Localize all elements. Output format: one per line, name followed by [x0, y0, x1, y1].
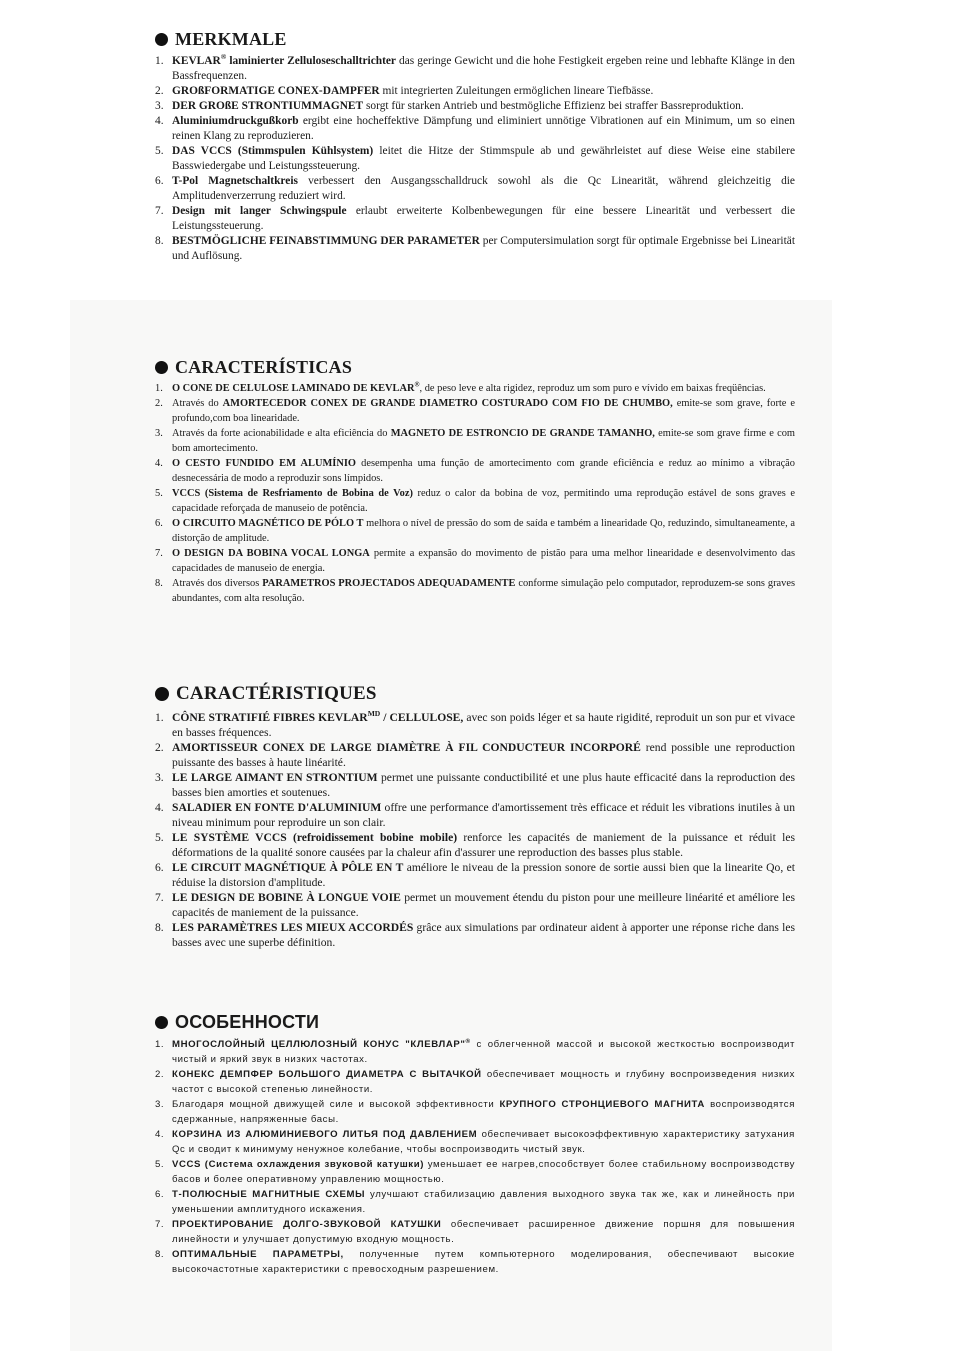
section-german [155, 28, 795, 264]
item-bold-text: O CONE DE CELULOSE LAMINADO DE KEVLAR® [172, 381, 420, 394]
item-text [172, 1247, 795, 1277]
item-body-text: das geringe Gewicht und die hohe Festigkeit ergeben reine und lebhafte Klänge in den Bassfrequenzen. [172, 55, 796, 82]
item-text [172, 800, 795, 830]
item-number: 6. [155, 1189, 165, 1200]
section-title: CARACTÉRISTIQUES [176, 683, 377, 704]
item-number: 2. [155, 1069, 165, 1080]
item-text [172, 381, 795, 396]
feature-item [155, 99, 795, 114]
item-bold-text: DAS VCCS (Stimmspulen Kühlsystem) [172, 145, 374, 157]
item-bold-text: МНОГОСЛОЙНЫЙ ЦЕЛЛЮЛОЗНЫЙ КОНУС "КЛЕВЛАР"® [172, 1037, 471, 1050]
bullet-icon [155, 361, 168, 374]
section-title: ОСОБЕННОСТИ [175, 1011, 320, 1032]
section-title: CARACTERÍSTICAS [175, 356, 353, 377]
feature-item [155, 710, 795, 740]
feature-item [155, 114, 795, 144]
item-body-text: avec son poids léger et sa haute rigidité, reproduit un son pur et vivace en basses fréquences. [172, 711, 796, 739]
item-number: 7. [155, 1219, 165, 1230]
item-body-text: mit integrierten Zuleitungen ermöglichen lineare Tiefbässe. [379, 85, 654, 97]
item-number: 1. [155, 711, 164, 724]
item-body-text: erlaubt erweiterte Kolbenbewegungen für eine bessere Linearität und verbessert die Leistungssteuerung. [172, 205, 796, 232]
item-number: 8. [155, 1249, 165, 1260]
feature-item [155, 576, 795, 606]
item-body-text: воспроизводятся сдержанные, напряженные басы. [172, 1099, 795, 1125]
feature-item [155, 1247, 795, 1277]
item-number: 6. [155, 175, 164, 187]
section-french [155, 682, 795, 950]
item-text [172, 1187, 795, 1217]
feature-list [155, 381, 795, 606]
item-text [172, 576, 795, 606]
item-number: 4. [155, 115, 164, 127]
item-bold-text: BESTMÖGLICHE FEINABSTIMMUNG DER PARAMETER [172, 235, 480, 247]
item-text [172, 486, 795, 516]
feature-item [155, 54, 795, 84]
item-number: 2. [155, 741, 164, 754]
item-lead-text: Através do [172, 398, 223, 409]
item-bold-text: T-Pol Magnetschaltkreis [172, 175, 298, 187]
item-bold-text: KEVLAR® laminierter Zelluloseschalltrichter [172, 52, 396, 67]
item-number: 8. [155, 235, 164, 247]
bullet-icon [155, 687, 169, 701]
item-text [172, 830, 795, 860]
item-number: 3. [155, 100, 164, 112]
feature-list [155, 54, 795, 264]
item-body-text: verbessert den Ausgangsschalldruck sowohl als die Qc Linearität, während gleichzeitig die Amplitudenverzerrung reduziert wird. [172, 175, 795, 202]
item-body-text: desempenha uma função de amortecimento com grande eficiência e reduz ao mínimo a vibração desnecessária de modo a reproduzir sons límpidos. [172, 458, 795, 484]
item-text [172, 204, 795, 234]
item-bold-text: VCCS (Система охлаждения звуковой катушки) [172, 1159, 425, 1170]
item-bold-text: AMORTISSEUR CONEX DE LARGE DIAMÈTRE À FIL CONDUCTEUR INCORPORÉ [172, 741, 641, 754]
item-text [172, 1217, 795, 1247]
item-bold-text: O DESIGN DA BOBINA VOCAL LONGA [172, 548, 370, 559]
item-number: 2. [155, 398, 163, 409]
section-russian [155, 1011, 795, 1277]
item-body-text: emite-se som grave firme e com bom amortecimento. [172, 428, 795, 454]
feature-item [155, 1217, 795, 1247]
feature-item [155, 800, 795, 830]
item-body-text: offre une performance d'amortissement très efficace et réduit les vibrations inutiles à un niveau minimum pour reproduire un son clair. [172, 801, 796, 829]
feature-item [155, 486, 795, 516]
feature-item [155, 830, 795, 860]
item-number: 5. [155, 831, 164, 844]
item-text [172, 860, 795, 890]
item-body-text: leitet die Hitze der Stimmspule ab und gewährleistet auf diese Weise eine stabilere Basswiedergabe und Leistungssteuerung. [172, 145, 795, 172]
item-body-text: уменьшает ее нагрев,способствует более стабильному воспроизводству басов и более оперативному управлению мощностью. [172, 1159, 795, 1185]
item-bold-text: PARAMETROS PROJECTADOS ADEQUADAMENTE [262, 578, 516, 589]
item-text [172, 396, 795, 426]
item-bold-text: MAGNETO DE ESTRONCIO DE GRANDE TAMANHO, [390, 428, 655, 439]
item-number: 6. [155, 518, 163, 529]
item-lead-text: Благодаря мощной движущей силе и высокой эффективности [172, 1099, 500, 1110]
item-body-text: emite-se som grave, forte e profundo,com boa linearidade. [172, 398, 795, 424]
feature-item [155, 770, 795, 800]
section-heading [155, 682, 795, 706]
item-body-text: sorgt für starken Antrieb und bestmögliche Effizienz bei straffer Bassreproduktion. [363, 100, 744, 112]
item-body-text: reduz o calor da bobina de voz, permitindo uma reprodução estável de sons graves e capacidade reforçada de manuseio de potência. [172, 488, 795, 514]
item-bold-text: LE DESIGN DE BOBINE À LONGUE VOIE [172, 891, 401, 904]
section-portuguese [155, 356, 795, 606]
item-number: 4. [155, 458, 163, 469]
item-body-text: полученные путем компьютерного моделирования, обеспечивают высокие высокочастотные характеристики с превосходным разрешением. [172, 1249, 795, 1275]
item-text [172, 174, 795, 204]
item-bold-text: O CIRCUITO MAGNÉTICO DE PÓLO T [172, 518, 364, 529]
feature-item [155, 204, 795, 234]
item-number: 3. [155, 428, 163, 439]
item-number: 1. [155, 1039, 165, 1050]
item-bold-text: SALADIER EN FONTE D'ALUMINIUM [172, 801, 382, 814]
feature-item [155, 381, 795, 396]
item-body-text: grâce aux simulations par ordinateur aident à apporter une réponse riche dans les basses avec une superbe définition. [172, 921, 795, 949]
item-text [172, 1157, 795, 1187]
feature-item [155, 144, 795, 174]
item-text [172, 234, 795, 264]
item-bold-text: VCCS (Sistema de Resfriamento de Bobina de Voz) [172, 488, 413, 499]
item-text [172, 890, 795, 920]
item-text [172, 710, 795, 740]
item-bold-text: Т-ПОЛЮСНЫЕ МАГНИТНЫЕ СХЕМЫ [172, 1189, 366, 1200]
item-number: 3. [155, 771, 164, 784]
item-bold-text: LE LARGE AIMANT EN STRONTIUM [172, 771, 378, 784]
item-number: 2. [155, 85, 164, 97]
item-body-text: ergibt eine hocheffektive Dämpfung und eliminiert unnötige Vibrationen auf ein Minimum, um so einen reinen Klang zu reproduzieren. [172, 115, 795, 142]
feature-item [155, 1037, 795, 1067]
item-body-text: permite a expansão do movimento de pistão para uma melhor linearidade e desenvolvimento das capacidades de manuseio de energia. [172, 548, 795, 574]
item-lead-text: Através da forte acionabilidade e alta eficiência do [172, 428, 391, 439]
feature-item [155, 516, 795, 546]
section-heading [155, 1011, 795, 1033]
feature-item [155, 426, 795, 456]
item-bold-text: Design mit langer Schwingspule [172, 205, 347, 217]
item-number: 5. [155, 1159, 165, 1170]
item-bold-text: DER GROßE STRONTIUMMAGNET [172, 100, 364, 112]
item-number: 4. [155, 801, 164, 814]
item-text [172, 84, 795, 99]
item-bold-text: КОНЕКС ДЕМПФЕР БОЛЬШОГО ДИАМЕТРА С ВЫТАЧКОЙ [172, 1069, 482, 1080]
item-bold-text: КРУПНОГО СТРОНЦИЕВОГО МАГНИТА [499, 1099, 705, 1110]
item-lead-text: Através dos diversos [172, 578, 263, 589]
item-body-text: с облегченной массой и высокой жесткостью воспроизводит чистый и яркий звук в низких частотах. [172, 1039, 795, 1065]
item-bold-text: O CESTO FUNDIDO EM ALUMÍNIO [172, 458, 356, 469]
item-text [172, 740, 795, 770]
feature-item [155, 740, 795, 770]
item-bold-text: LE SYSTÈME VCCS (refroidissement bobine mobile) [172, 831, 458, 844]
section-heading [155, 28, 795, 50]
item-body-text: , de peso leve e alta rigidez, reproduz um som puro e vívido em baixas freqüências. [419, 383, 766, 394]
item-body-text: melhora o nível de pressão do som de saída e também a linearidade Qo, reduzindo, simultaneamente, a distorção de amplitude. [172, 518, 795, 544]
item-number: 7. [155, 205, 164, 217]
feature-item [155, 546, 795, 576]
item-bold-text: AMORTECEDOR CONEX DE GRANDE DIAMETRO COSTURADO COM FIO DE CHUMBO, [222, 398, 673, 409]
item-text [172, 1067, 795, 1097]
item-number: 1. [155, 383, 163, 394]
bullet-icon [155, 33, 168, 46]
item-text [172, 546, 795, 576]
item-number: 7. [155, 548, 163, 559]
item-text [172, 920, 795, 950]
feature-item [155, 890, 795, 920]
item-text [172, 99, 795, 114]
item-text [172, 456, 795, 486]
item-bold-text: CÔNE STRATIFIÉ FIBRES $KEVLAR^{MD}$ / CELLULOSE, [172, 709, 464, 724]
item-bold-text: LES PARAMÈTRES LES MIEUX ACCORDÉS [172, 921, 414, 934]
item-body-text: renforce les capacités de maniement de la puissance et réduit les déformations de la qualité sonore causées par la chaleur afin d'assurer une reproduction des basses plus stable. [172, 831, 796, 859]
feature-item [155, 1067, 795, 1097]
item-text [172, 770, 795, 800]
item-body-text: améliore le niveau de la pression sonore de sortie aussi bien que la linearite Qo, et réduise la distorsion d'amplitude. [172, 861, 795, 889]
feature-item [155, 234, 795, 264]
item-body-text: rend possible une reproduction puissante des basses à haute linéarité. [172, 741, 795, 769]
item-body-text: обеспечивает расширенное движение поршня для повышения линейности и улучшает допустимую входную мощность. [172, 1219, 795, 1245]
feature-list [155, 710, 795, 950]
feature-item [155, 1187, 795, 1217]
feature-item [155, 860, 795, 890]
item-body-text: conforme simulação pelo computador, reproduzem-se sons graves abundantes, com alta resolução. [172, 578, 796, 604]
item-number: 3. [155, 1099, 165, 1110]
item-bold-text: ПРОЕКТИРОВАНИЕ ДОЛГО-ЗВУКОВОЙ КАТУШКИ [172, 1219, 442, 1230]
item-number: 5. [155, 488, 163, 499]
item-body-text: per Computersimulation sorgt für optimale Ergebnisse bei Linearität und Auflösung. [172, 235, 795, 262]
item-bold-text: LE CIRCUIT MAGNÉTIQUE À PÔLE EN T [172, 861, 404, 874]
item-text [172, 144, 795, 174]
item-bold-text: ОПТИМАЛЬНЫЕ ПАРАМЕТРЫ, [172, 1249, 344, 1260]
item-bold-text: Aluminiumdruckgußkorb [172, 115, 299, 127]
item-body-text: обеспечивает высокоэффективную характеристику затухания Qc и сводит к минимуму ненужное колебание, чтобы воспроизводить чистый звук. [172, 1129, 795, 1155]
item-number: 8. [155, 578, 163, 589]
feature-item [155, 1097, 795, 1127]
item-text [172, 1097, 795, 1127]
item-number: 8. [155, 921, 164, 934]
item-bold-text: GROßFORMATIGE CONEX-DAMPFER [172, 85, 380, 97]
feature-item [155, 1157, 795, 1187]
item-bold-text: КОРЗИНА ИЗ АЛЮМИНИЕВОГО ЛИТЬЯ ПОД ДАВЛЕНИЕМ [172, 1129, 478, 1140]
section-heading [155, 356, 795, 378]
item-text [172, 54, 795, 84]
item-number: 4. [155, 1129, 165, 1140]
item-number: 5. [155, 145, 164, 157]
section-title: MERKMALE [175, 28, 287, 49]
item-number: 6. [155, 861, 164, 874]
bullet-icon [155, 1016, 168, 1029]
item-number: 1. [155, 55, 164, 67]
item-body-text: обеспечивает мощность и глубину воспроизведения низких частот с высокой степенью линейности. [172, 1069, 795, 1095]
feature-item [155, 174, 795, 204]
feature-item [155, 920, 795, 950]
feature-item [155, 84, 795, 99]
item-number: 7. [155, 891, 164, 904]
item-body-text: permet une puissante conductibilité et une plus haute efficacité dans la reproduction des basses bien amorties et soutenues. [172, 771, 795, 799]
item-text [172, 516, 795, 546]
feature-list [155, 1037, 795, 1277]
feature-item [155, 396, 795, 426]
feature-item [155, 1127, 795, 1157]
item-body-text: улучшают стабилизацию давления выходного звука так же, как и линейность при уменьшении амплитудного искажения. [172, 1189, 795, 1215]
item-text [172, 114, 795, 144]
item-text [172, 1127, 795, 1157]
feature-item [155, 456, 795, 486]
item-text [172, 426, 795, 456]
item-body-text: permet un mouvement étendu du piston pour une meilleure linéarité et améliore les capacités de maniement de la puissance. [172, 891, 795, 919]
item-text [172, 1037, 795, 1067]
